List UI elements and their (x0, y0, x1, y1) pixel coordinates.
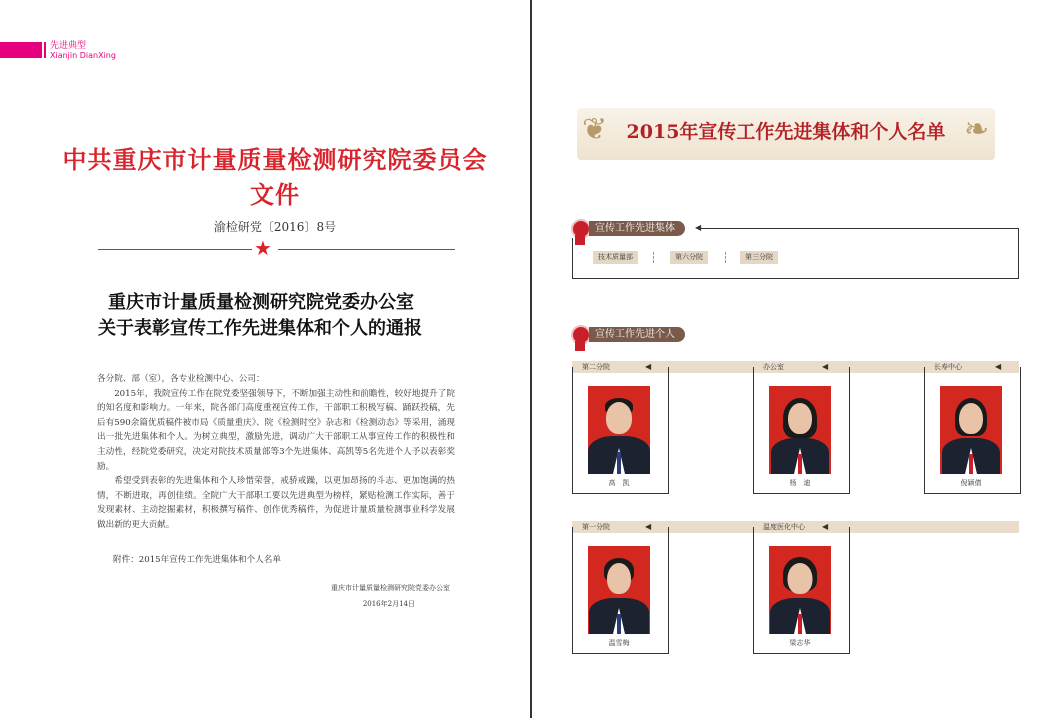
collective-box (572, 228, 1019, 279)
person-name: 温雪梅 (608, 639, 630, 647)
star-icon: ★ (254, 236, 272, 260)
collective-label: 宣传工作先进集体 (589, 221, 685, 236)
person-name: 倪颖倩 (960, 479, 982, 487)
section-tag-bar (0, 42, 42, 58)
collective-box-left-edge (572, 238, 573, 278)
laurel-left-icon: ❦ (582, 112, 608, 147)
signature-date: 2016年2月14日 (362, 600, 415, 608)
arrow-head-icon: ◀ (995, 362, 1002, 371)
red-divider-right (278, 249, 455, 250)
section-tag-cn: 先进典型 (50, 41, 87, 51)
collective-item: 第六分院 (670, 251, 708, 264)
document-header: 中共重庆市计量质量检测研究院委员会文件 (62, 145, 488, 209)
collective-item: 第三分院 (740, 251, 778, 264)
unit-label: 办公室 (763, 363, 784, 371)
unit-label: 长寿中心 (934, 363, 962, 371)
document-number: 渝检研党〔2016〕8号 (213, 220, 337, 234)
unit-label: 第二分院 (582, 363, 610, 371)
person-name: 梁志华 (789, 639, 811, 647)
paragraph-1: 2015年，我院宣传工作在院党委坚强领导下，不断加强主动性和前瞻性，较好地提升了院的知名度和影响力。一年来，院各部门高度重视宣传工作，干部职工积极写稿、踊跃投稿，先后有590余篇优质稿件被市局《质量重庆》、院《检测时空》杂志和《检测动态》等采用，涌现出一批先进集体和个人。为树立典型，激励先进，调动广大干部职工从事宣传工作的积极性和主动性，经院党委研究，决定对院技术质量部等3个先进集体、高凯等5名先进个人予以表彰奖励。 (97, 388, 455, 472)
section-tag-tick (44, 42, 46, 58)
arrow-head-icon: ◀ (645, 522, 652, 531)
red-divider-left (98, 249, 252, 250)
section-tag-pinyin: Xianjin DianXing (50, 51, 116, 60)
individual-label: 宣传工作先进个人 (589, 327, 685, 342)
portrait-photo (940, 386, 1002, 474)
signature: 重庆市计量质量检测研究院党委办公室 (331, 584, 450, 592)
dashed-separator (725, 252, 726, 263)
person-name: 杨 迪 (789, 479, 811, 487)
notice-title-line1: 重庆市计量质量检测研究院党委办公室 (108, 292, 414, 313)
arrow-head-icon: ◀ (695, 223, 702, 232)
salutation: 各分院、部（室），各专业检测中心、公司： (97, 374, 265, 384)
portrait-photo (588, 386, 650, 474)
notice-body (97, 372, 455, 533)
portrait-photo (769, 386, 831, 474)
arrow-head-icon: ◀ (822, 362, 829, 371)
attachment-line: 附件：2015年宣传工作先进集体和个人名单 (113, 555, 281, 565)
arrow-head-icon: ◀ (645, 362, 652, 371)
collective-arrow-line (700, 228, 1018, 229)
list-title: 2015年宣传工作先进集体和个人名单 (626, 121, 946, 143)
ribbon-tail-icon (575, 341, 585, 351)
unit-label: 第一分院 (582, 523, 610, 531)
unit-label: 温度医化中心 (763, 523, 805, 531)
left-page (0, 0, 530, 718)
collective-item: 技术质量部 (593, 251, 638, 264)
portrait-photo (588, 546, 650, 634)
person-name: 高 凯 (608, 479, 630, 487)
laurel-right-icon: ❧ (964, 112, 990, 147)
portrait-photo (769, 546, 831, 634)
paragraph-2: 希望受到表彰的先进集体和个人珍惜荣誉，戒骄戒躁，以更加昂扬的斗志、更加饱满的热情，不断进取，再创佳绩。全院广大干部职工要以先进典型为榜样，紧贴检测工作实际，善于发现素材、主动挖掘素材，积极撰写稿件、创作优秀稿件，为促进计量质量检测事业科学发展做出新的更大贡献。 (97, 476, 455, 530)
notice-title-line2: 关于表彰宣传工作先进集体和个人的通报 (98, 318, 422, 339)
dashed-separator (653, 252, 654, 263)
arrow-head-icon: ◀ (822, 522, 829, 531)
